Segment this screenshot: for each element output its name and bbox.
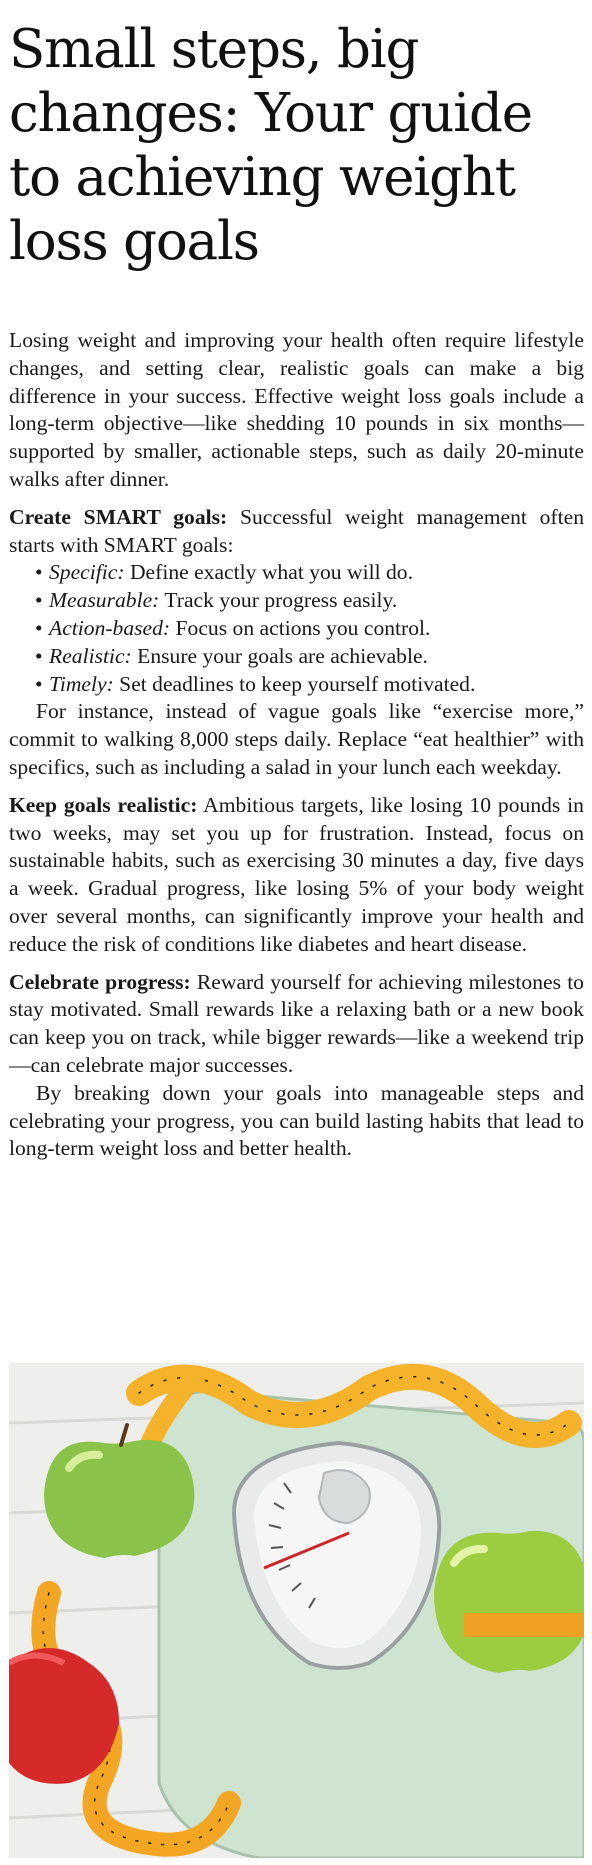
celebrate-paragraph <box>9 969 584 1080</box>
article-photo <box>9 1363 584 1858</box>
smart-example-paragraph: For instance, instead of vague goals like “exercise more,” commit to walking 8,000 steps daily. Replace “eat healthier” with specifics, such as including a salad in your lunch each weekday. <box>9 699 584 779</box>
smart-lead: Create SMART goals: <box>9 504 228 529</box>
list-item-text: Track your progress easily. <box>159 588 398 613</box>
headline: Small steps, big changes: Your guide to achieving weight loss goals <box>9 19 532 272</box>
list-item <box>35 559 584 587</box>
list-item-text: Define exactly what you will do. <box>124 560 413 585</box>
smart-list <box>9 559 584 698</box>
list-item-term: Action-based: <box>49 615 171 640</box>
closing-paragraph: By breaking down your goals into manageable steps and celebrating your progress, you can build lasting habits that lead to long-term weight loss and better health. <box>9 1080 584 1161</box>
realistic-lead: Keep goals realistic: <box>9 792 198 817</box>
realistic-paragraph <box>9 792 584 959</box>
realistic-text: Ambitious targets, like losing 10 pounds in two weeks, may set you up for frustration. Instead, focus on sustainable habits, such as exercising 30 minutes a day, five days a week. Gradual progress, like losing 5% of your body weight over several months, can significantly improve your health and reduce the risk of conditions like diabetes and heart disease. <box>9 792 584 956</box>
celebrate-text: Reward yourself for achieving milestones to stay motivated. Small rewards like a relaxing bath or a new book can keep you on track, while bigger rewards—like a weekend trip—can celebrate major successes. <box>9 969 584 1077</box>
article-body <box>9 327 584 1163</box>
list-item <box>35 671 584 699</box>
list-item-term: Measurable: <box>49 588 160 613</box>
smart-paragraph <box>9 504 584 560</box>
list-item-term: Timely: <box>49 671 114 696</box>
list-item <box>35 587 584 615</box>
list-item <box>35 615 584 643</box>
list-item <box>35 643 584 671</box>
smart-text: Successful weight management often starts with SMART goals: <box>9 504 584 557</box>
green-apple-right <box>434 1531 584 1673</box>
list-item-term: Specific: <box>49 560 125 585</box>
list-item-text: Ensure your goals are achievable. <box>131 643 428 668</box>
list-item-text: Focus on actions you control. <box>170 615 431 640</box>
celebrate-lead: Celebrate progress: <box>9 969 191 994</box>
list-item-text: Set deadlines to keep yourself motivated. <box>113 671 476 696</box>
list-item-term: Realistic: <box>49 643 132 668</box>
scale-apples-tape-illustration <box>9 1363 584 1858</box>
intro-paragraph: Losing weight and improving your health often require lifestyle changes, and setting clear, realistic goals can make a big difference in your success. Effective weight loss goals include a long-term objective—like shedding 10 pounds in six months—supported by smaller, actionable steps, such as daily 20-minute walks after dinner. <box>9 328 584 491</box>
